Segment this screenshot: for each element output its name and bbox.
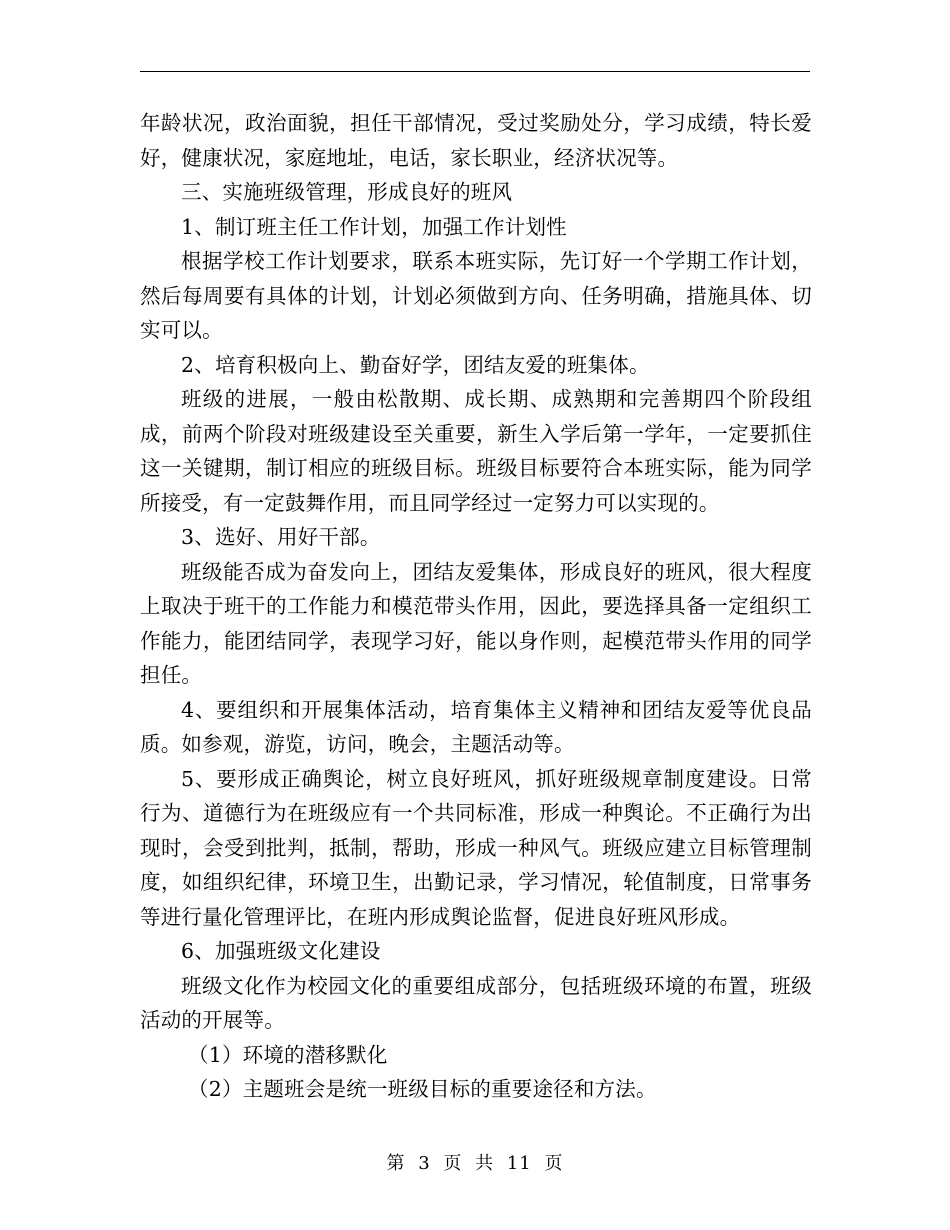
- item-public-opinion: 5、要形成正确舆论，树立良好班风，抓好班级规章制度建设。日常行为、道德行为在班级应有一个共同标准，形成一种舆论。不正确行为出现时，会受到批判，抵制，帮助，形成一种风气。班级应建立目标管理制度，如组织纪律，环境卫生，出勤记录，学习情况，轮值制度，日常事务等进行量化管理评比，在班内形成舆论监督，促进良好班风形成。: [140, 766, 812, 929]
- paragraph-class-cadres: 班级能否成为奋发向上，团结友爱集体，形成良好的班风，很大程度上取决于班干的工作能力和模范带头作用，因此，要选择具备一定组织工作能力，能团结同学，表现学习好，能以身作则，起模范带头作用的同学担任。: [140, 559, 812, 687]
- item-heading-class-cadres: 3、选好、用好干部。: [181, 525, 381, 549]
- page-number-footer: 第 3 页 共 11 页: [386, 1153, 564, 1174]
- section-heading-class-management: 三、实施班级管理，形成良好的班风: [181, 180, 513, 204]
- paragraph-student-info: 年龄状况，政治面貌，担任干部情况，受过奖励处分，学习成绩，特长爱好，健康状况，家庭地址，电话，家长职业，经济状况等。: [140, 111, 812, 170]
- header-rule: [140, 71, 810, 72]
- item-heading-class-culture: 6、加强班级文化建设: [181, 939, 381, 963]
- document-body: [140, 106, 812, 1107]
- subitem-theme-meeting: （2）主题班会是统一班级目标的重要途径和方法。: [188, 1077, 657, 1101]
- item-heading-work-plan: 1、制订班主任工作计划，加强工作计划性: [181, 214, 567, 239]
- subitem-environment: （1）环境的潜移默化: [188, 1042, 388, 1067]
- paragraph-class-culture: 班级文化作为校园文化的重要组成部分，包括班级环境的布置，班级活动的开展等。: [140, 973, 812, 1032]
- paragraph-class-development: 班级的进展，一般由松散期、成长期、成熟期和完善期四个阶段组成，前两个阶段对班级建设至关重要，新生入学后第一学年，一定要抓住这一关键期，制订相应的班级目标。班级目标要符合本班实际，能为同学所接受，有一定鼓舞作用，而且同学经过一定努力可以实现的。: [140, 387, 812, 515]
- item-collective-activities: 4、要组织和开展集体活动，培育集体主义精神和团结友爱等优良品质。如参观，游览，访问，晚会，主题活动等。: [140, 697, 812, 756]
- item-heading-class-collective: 2、培育积极向上、勤奋好学，团结友爱的班集体。: [181, 352, 650, 377]
- paragraph-work-plan: 根据学校工作计划要求，联系本班实际，先订好一个学期工作计划，然后每周要有具体的计划，计划必须做到方向、任务明确，措施具体、切实可以。: [140, 249, 812, 342]
